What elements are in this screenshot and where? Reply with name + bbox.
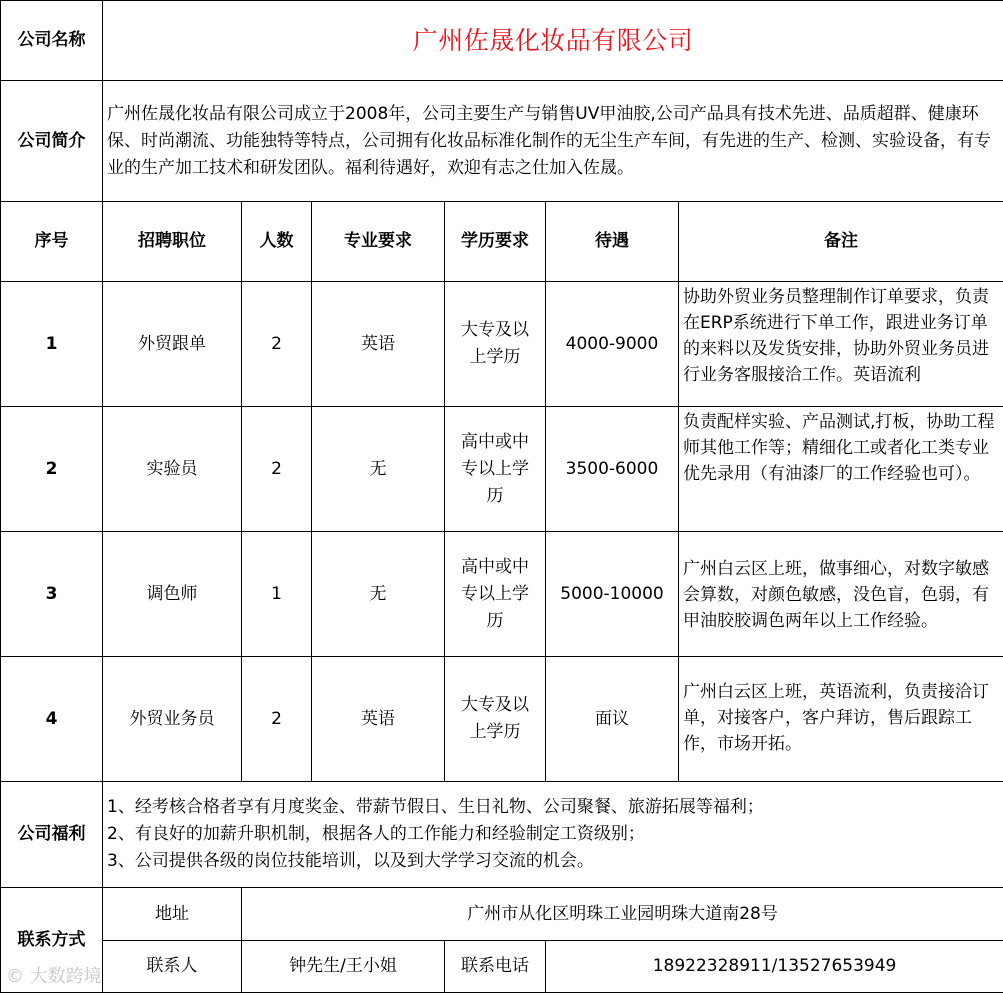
job-education [445, 282, 546, 407]
company-name: 广州佐晟化妆品有限公司 [103, 1, 1003, 81]
header-position: 招聘职位 [103, 202, 242, 282]
job-remarks-text: 负责配样实验、产品测试,打板，协助工程师其他工作等；精细化工或者化工类专业优先录用（有油漆厂的工作经验也可）。 [683, 412, 995, 484]
job-count: 2 [242, 282, 312, 407]
job-major: 无 [312, 532, 445, 657]
job-index: 3 [1, 532, 103, 657]
table-row [1, 657, 1003, 782]
job-salary: 面议 [546, 657, 679, 782]
contact-person-label: 联系人 [103, 941, 242, 993]
job-position: 实验员 [103, 407, 242, 532]
company-name-label: 公司名称 [1, 1, 103, 81]
header-count: 人数 [242, 202, 312, 282]
watermark [6, 962, 102, 988]
job-index: 1 [1, 282, 103, 407]
contact-phone-label: 联系电话 [445, 941, 546, 993]
watermark-logo-icon: © [6, 966, 24, 987]
header-education: 学历要求 [445, 202, 546, 282]
job-position: 调色师 [103, 532, 242, 657]
job-remarks [679, 282, 1003, 407]
job-remarks-text: 广州白云区上班，英语流利，负责接洽订单，对接客户，客户拜访，售后跟踪工作，市场开拓。 [683, 682, 989, 754]
benefit-item: 2、有良好的加薪升职机制，根据各人的工作能力和经验制定工资级别； [107, 824, 645, 844]
table-row [1, 532, 1003, 657]
job-education-text: 高中或中专以上学历 [461, 431, 529, 506]
job-count: 1 [242, 532, 312, 657]
job-remarks-text: 协助外贸业务员整理制作订单要求，负责在ERP系统进行下单工作，跟进业务订单的来料以及发货安排，协助外贸业务员进行业务客服接洽工作。英语流利 [683, 287, 989, 385]
contact-person-value: 钟先生/王小姐 [242, 941, 445, 993]
header-index: 序号 [1, 202, 103, 282]
job-remarks [679, 532, 1003, 657]
header-major: 专业要求 [312, 202, 445, 282]
table-row [1, 282, 1003, 407]
job-salary: 5000-10000 [546, 532, 679, 657]
company-intro-label: 公司简介 [1, 81, 103, 202]
contact-phone-value: 18922328911/13527653949 [546, 941, 1003, 993]
address-label: 地址 [103, 888, 242, 941]
job-salary: 4000-9000 [546, 282, 679, 407]
job-index: 2 [1, 407, 103, 532]
job-major: 英语 [312, 657, 445, 782]
job-index: 4 [1, 657, 103, 782]
job-education [445, 407, 546, 532]
benefits-label: 公司福利 [1, 782, 103, 888]
table-header-row [1, 202, 1003, 282]
job-position: 外贸跟单 [103, 282, 242, 407]
table-row [1, 407, 1003, 532]
contact-label: 联系方式 [1, 888, 103, 993]
benefit-item: 1、经考核合格者享有月度奖金、带薪节假日、生日礼物、公司聚餐、旅游拓展等福利； [107, 797, 764, 817]
job-count: 2 [242, 657, 312, 782]
header-salary: 待遇 [546, 202, 679, 282]
job-salary: 3500-6000 [546, 407, 679, 532]
job-education-text: 大专及以上学历 [461, 320, 529, 367]
job-education [445, 657, 546, 782]
header-remarks: 备注 [679, 202, 1003, 282]
company-intro: 广州佐晟化妆品有限公司成立于2008年，公司主要生产与销售UV甲油胶,公司产品具有技术先进、品质超群、健康环保、时尚潮流、功能独特等特点，公司拥有化妆品标准化制作的无尘生产车间，有先进的生产、检测、实验设备，有专业的生产加工技术和研发团队。福利待遇好，欢迎有志之仕加入佐晟。 [103, 81, 1003, 202]
job-remarks [679, 407, 1003, 532]
job-education [445, 532, 546, 657]
job-education-text: 高中或中专以上学历 [461, 556, 529, 631]
watermark-text: 大数跨境 [29, 966, 102, 987]
job-remarks [679, 657, 1003, 782]
job-major: 英语 [312, 282, 445, 407]
job-education-text: 大专及以上学历 [461, 695, 529, 742]
benefit-item: 3、公司提供各级的岗位技能培训，以及到大学学习交流的机会。 [107, 851, 594, 871]
job-remarks-text: 广州白云区上班，做事细心，对数字敏感会算数，对颜色敏感，没色盲，色弱，有甲油胶胶调色两年以上工作经验。 [683, 559, 989, 631]
job-count: 2 [242, 407, 312, 532]
address-value: 广州市从化区明珠工业园明珠大道南28号 [242, 888, 1003, 941]
benefits-list [103, 782, 1003, 888]
job-major: 无 [312, 407, 445, 532]
job-position: 外贸业务员 [103, 657, 242, 782]
